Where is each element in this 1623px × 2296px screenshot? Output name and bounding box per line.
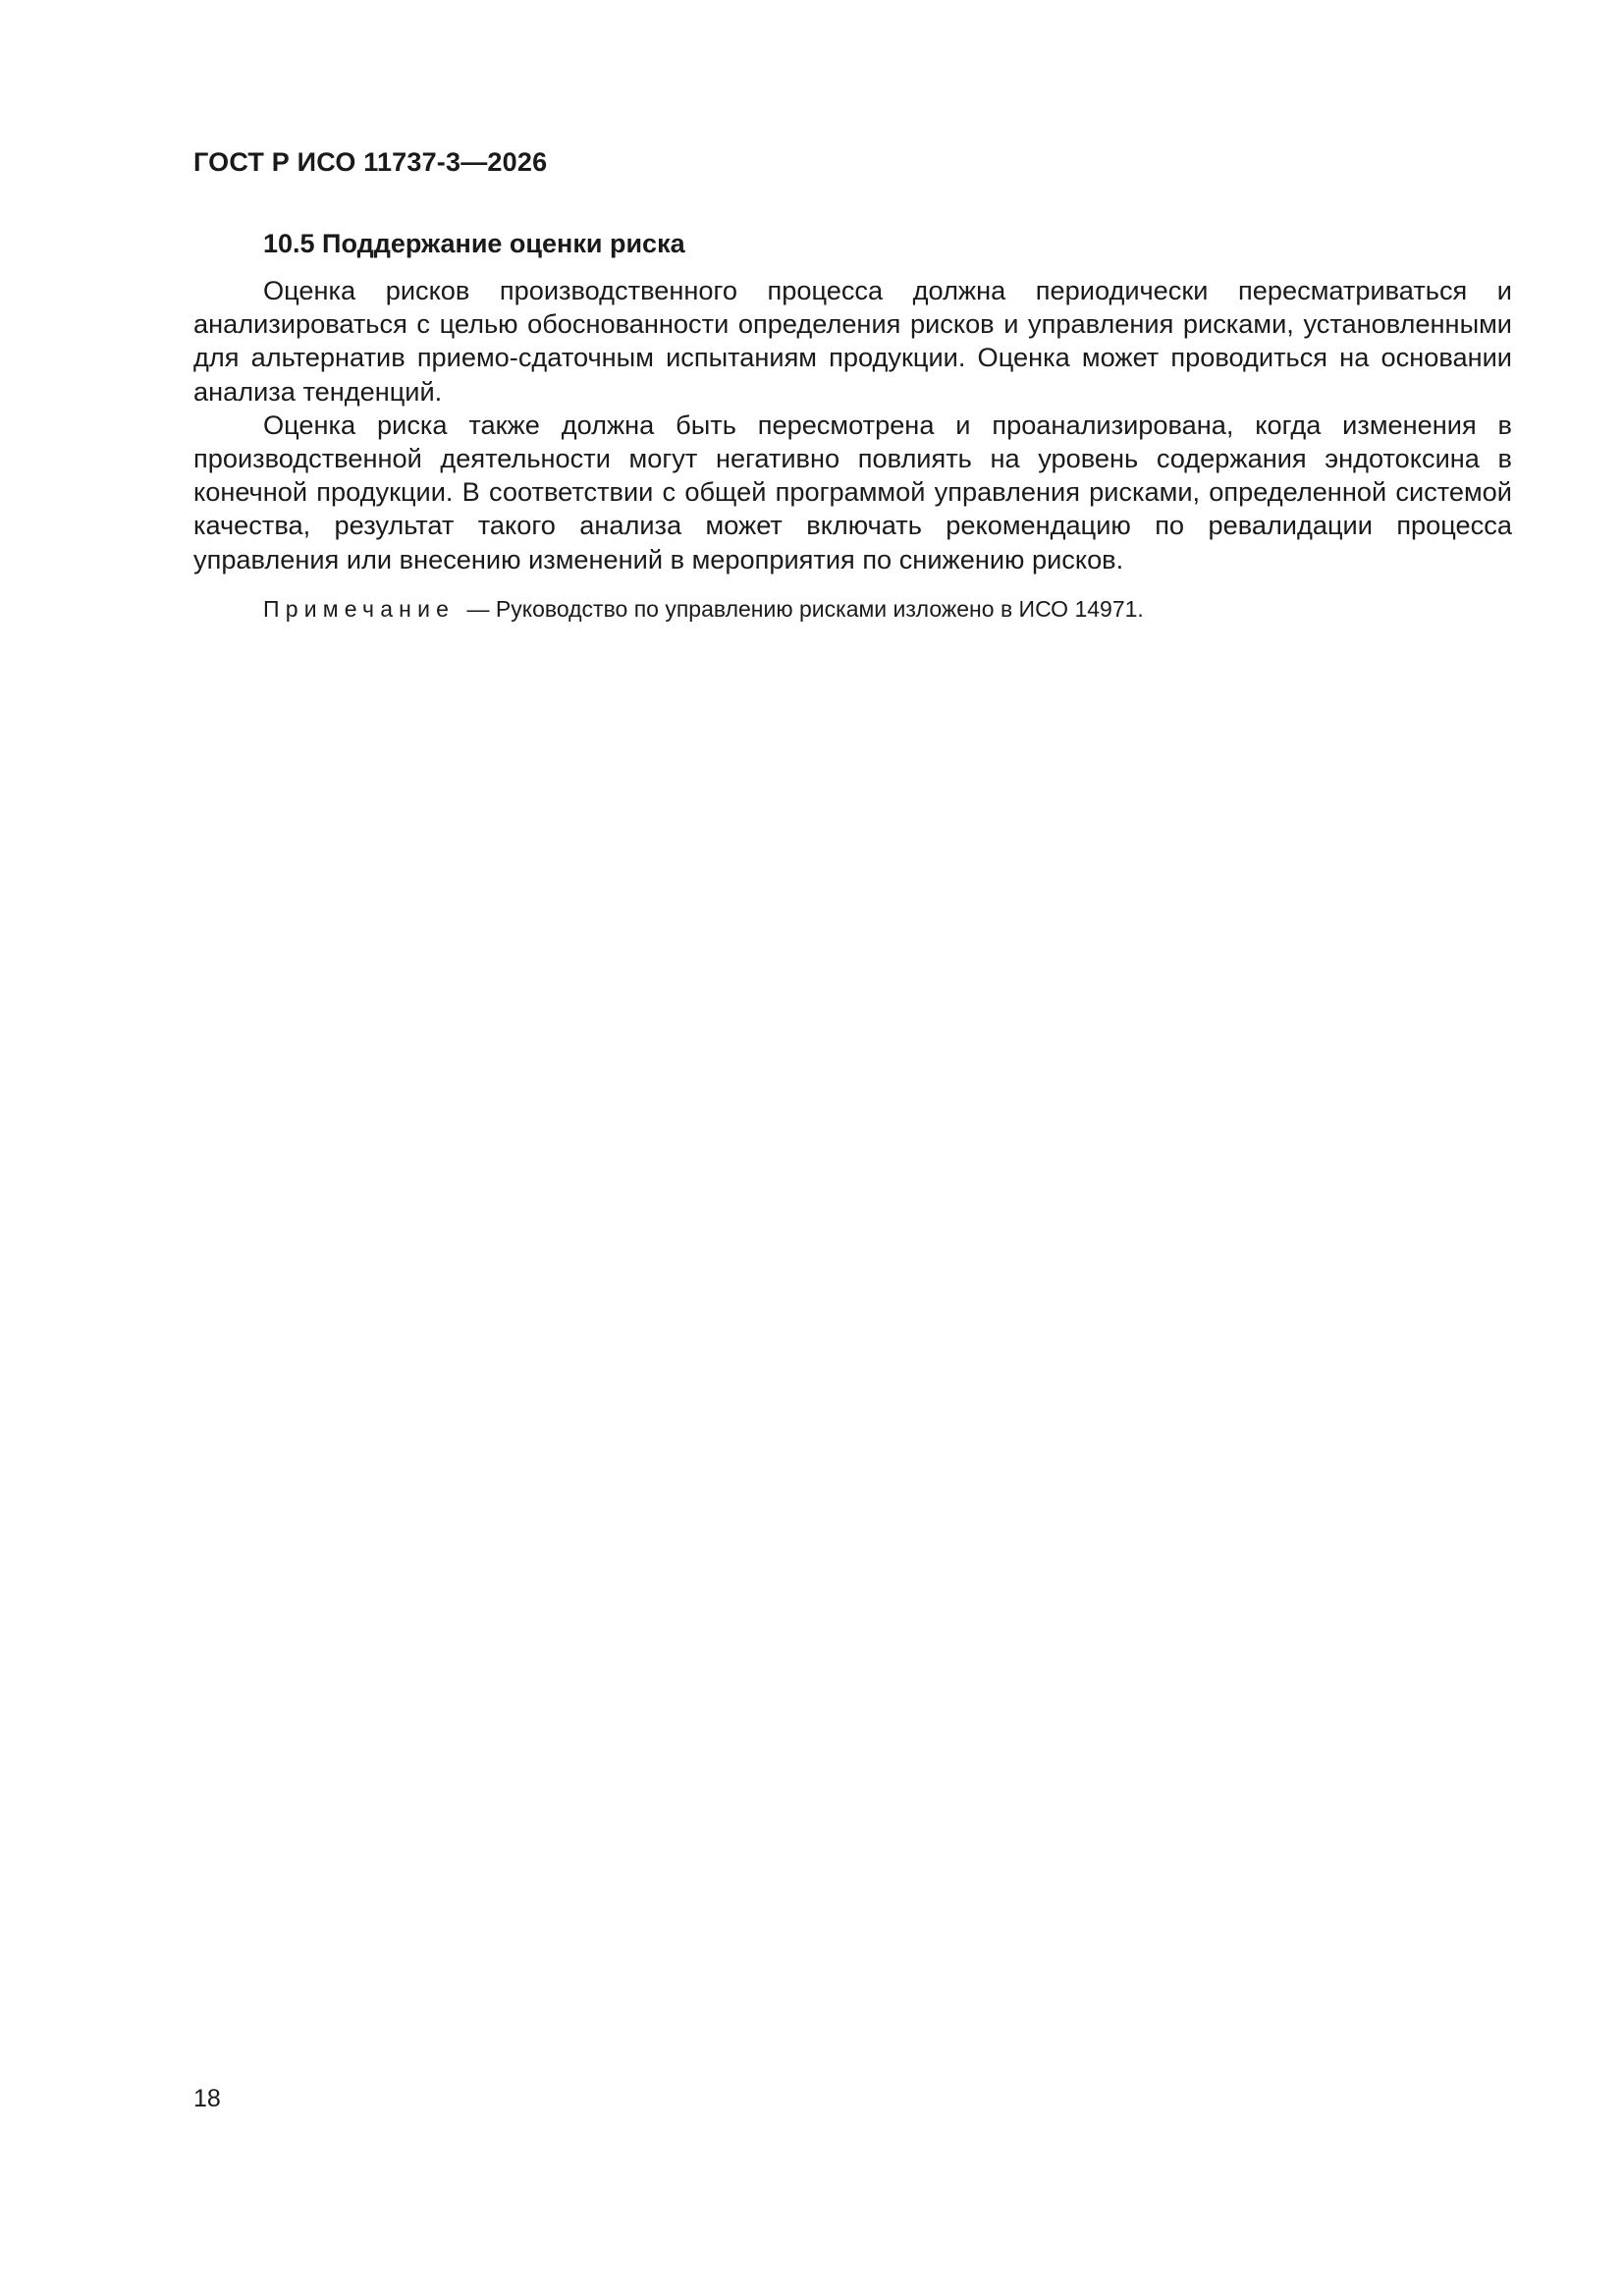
note-label: Примечание [263, 595, 456, 622]
paragraph-1: Оценка рисков производственного процесса должна периодически пересматриваться и анализироваться с целью обоснованности определения рисков и управления рисками, установленными для альтернатив приемо-сдаточным испытаниям продукции. Оценка может проводиться на основании анализа тенденций. [193, 275, 1512, 407]
section-body [193, 227, 1512, 624]
note [193, 594, 1512, 624]
page-number: 18 [193, 2085, 221, 2112]
paragraph-2: Оценка риска также должна быть пересмотрена и проанализирована, когда изменения в производственной деятельности могут негативно повлиять на уровень содержания эндотоксина в конечной продукции. В соответствии с общей программой управления рисками, определенной системой качества, результат такого анализа может включать рекомендацию по ревалидации процесса управления или внесению изменений в мероприятия по снижению рисков. [193, 409, 1512, 574]
document-code-header: ГОСТ Р ИСО 11737-3—2026 [193, 147, 548, 177]
note-text: — Руководство по управлению рисками изложено в ИСО 14971. [466, 595, 1144, 622]
section-title: 10.5 Поддержание оценки риска [263, 229, 685, 258]
